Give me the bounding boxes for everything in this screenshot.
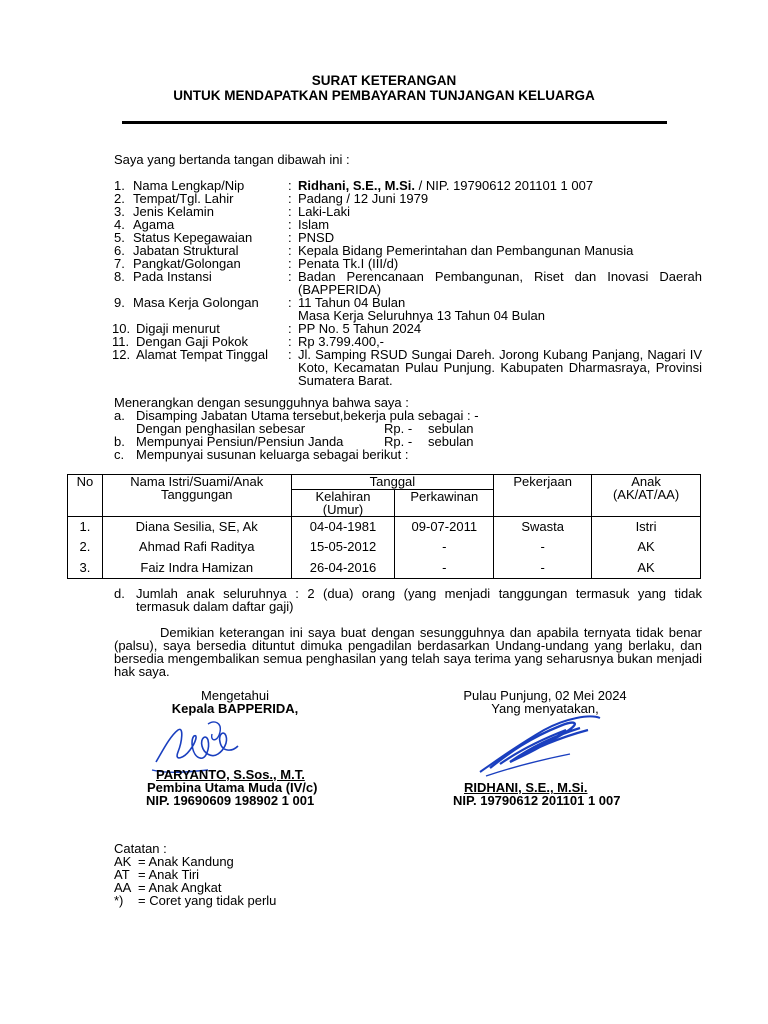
table-row: [68, 537, 701, 557]
field-value-salary: Rp 3.799.400,-: [298, 334, 385, 349]
field-number: 8.: [114, 269, 125, 284]
sign-right-name: RIDHANI, S.E., M.Si.: [464, 780, 588, 795]
table-header-row: [68, 475, 701, 490]
employee-name: Ridhani, S.E., M.Si.: [298, 178, 416, 193]
field-value-address: Jl. Samping RSUD Sungai Dareh. Jorong Kubang Panjang, Nagari IV Koto, Kecamatan Pulau Punjung. Kabupaten Dharmasraya, Provinsi Sumatera Barat.: [298, 347, 702, 388]
colon: :: [288, 178, 292, 193]
children-count-note: termasuk dalam daftar gaji): [136, 599, 294, 614]
statement-b-unit: sebulan: [428, 434, 474, 449]
cell-pekerjaan: -: [494, 537, 592, 557]
field-number: 1.: [114, 178, 125, 193]
header-anak: [592, 475, 701, 517]
field-value-position: Kepala Bidang Pemerintahan dan Pembangunan Manusia: [298, 243, 634, 258]
sign-right-nip: NIP. 19790612 201101 1 007: [453, 793, 621, 808]
field-label-rank: Pangkat/Golongan: [133, 256, 241, 271]
field-value-birth: Padang / 12 Juni 1979: [298, 191, 429, 206]
field-value-agency: Badan Perencanaan Pembangunan, Riset dan Inovasi Daerah: [298, 269, 702, 284]
field-number: 3.: [114, 204, 125, 219]
field-value-status: PNSD: [298, 230, 335, 245]
field-number: 11.: [112, 334, 130, 349]
statement-b-amount: Rp. -: [384, 434, 413, 449]
colon: :: [288, 191, 292, 206]
children-count: Jumlah anak seluruhnya : 2 (dua) orang (yang menjadi tanggungan termasuk yang tidak: [136, 586, 702, 601]
cell-no: 3.: [68, 557, 103, 579]
item-marker: b.: [114, 434, 125, 449]
field-label-agency: Pada Instansi: [133, 269, 212, 284]
field-number: 10.: [112, 321, 131, 336]
cell-name: Diana Sesilia, SE, Ak: [102, 517, 291, 537]
header-name: [102, 475, 291, 517]
cell-pekerjaan: Swasta: [494, 517, 592, 537]
field-number: 6.: [114, 243, 125, 258]
cell-perkawinan: -: [395, 557, 494, 579]
notes-title: Catatan :: [114, 841, 167, 856]
item-marker: d.: [114, 586, 125, 601]
field-value-salary-basis: PP No. 5 Tahun 2024: [298, 321, 422, 336]
document-subtitle: UNTUK MENDAPATKAN PEMBAYARAN TUNJANGAN KELUARGA: [173, 88, 595, 103]
sign-left-nip: NIP. 19690609 198902 1 001: [146, 793, 315, 808]
cell-anak: AK: [592, 557, 701, 579]
header-kelahiran: [291, 490, 395, 517]
note-code: *): [114, 893, 124, 908]
statement-a: Disamping Jabatan Utama tersebut,bekerja pula sebagai : -: [136, 408, 479, 423]
field-label-status: Status Kepegawaian: [133, 230, 253, 245]
cell-kelahiran: 04-04-1981: [291, 517, 395, 537]
header-kelahiran-line1: Kelahiran: [315, 489, 371, 504]
item-marker: c.: [114, 447, 125, 462]
field-number: 12.: [112, 347, 131, 362]
field-value-agency-abbr: (BAPPERIDA): [298, 282, 382, 297]
statement-a-unit: sebulan: [428, 421, 474, 436]
cell-anak: AK: [592, 537, 701, 557]
cell-no: 2.: [68, 537, 103, 557]
note-text: = Anak Angkat: [138, 880, 222, 895]
signature-right: [470, 708, 610, 784]
employee-nip: / NIP. 19790612 201101 1 007: [415, 178, 594, 193]
header-anak-line2: (AK/AT/AA): [612, 487, 680, 502]
sign-left-caption: Mengetahui: [201, 688, 269, 703]
statement-intro: Menerangkan dengan sesungguhnya bahwa saya :: [114, 395, 409, 410]
closing-paragraph: Demikian keterangan ini saya buat dengan sesungguhnya dan apabila ternyata tidak benar (palsu), saya bersedia dituntut dimuka pengadilan berdasarkan Undang-undang yang berlaku, dan bersedia mengembalikan semua penghasilan yang telah saya terima yang seharusnya bukan menjadi hak saya.: [114, 625, 702, 679]
note-code: AT: [114, 867, 130, 882]
field-label-salary: Dengan Gaji Pokok: [136, 334, 249, 349]
field-label-position: Jabatan Struktural: [133, 243, 239, 258]
colon: :: [288, 295, 292, 310]
field-label-gender: Jenis Kelamin: [133, 204, 214, 219]
colon: :: [288, 334, 292, 349]
field-number: 7.: [114, 256, 125, 271]
colon: :: [288, 321, 292, 336]
cell-perkawinan: -: [395, 537, 494, 557]
sign-right-place-date: Pulau Punjung, 02 Mei 2024: [463, 688, 627, 703]
cell-perkawinan: 09-07-2011: [395, 517, 494, 537]
statement-c: Mempunyai susunan keluarga sebagai berikut :: [136, 447, 409, 462]
field-number: 4.: [114, 217, 125, 232]
field-label-birth: Tempat/Tgl. Lahir: [133, 191, 234, 206]
field-number: 2.: [114, 191, 125, 206]
cell-kelahiran: 15-05-2012: [291, 537, 395, 557]
statement-a-amount: Rp. -: [384, 421, 413, 436]
field-value-religion: Islam: [298, 217, 330, 232]
note-text: = Coret yang tidak perlu: [138, 893, 277, 908]
cell-kelahiran: 26-04-2016: [291, 557, 395, 579]
table-row: [68, 557, 701, 579]
field-label-name: Nama Lengkap/Nip: [133, 178, 245, 193]
sign-left-name: PARYANTO, S.Sos., M.T.: [156, 767, 305, 782]
note-code: AK: [114, 854, 132, 869]
sign-right-caption: Yang menyatakan,: [491, 701, 599, 716]
field-value-gender: Laki-Laki: [298, 204, 351, 219]
field-number: 9.: [114, 295, 125, 310]
colon: :: [288, 243, 292, 258]
cell-name: Faiz Indra Hamizan: [102, 557, 291, 579]
table-row: [68, 517, 701, 537]
field-value-rank: Penata Tk.I (III/d): [298, 256, 399, 271]
family-table: [67, 474, 701, 579]
field-number: 5.: [114, 230, 125, 245]
intro-text: Saya yang bertanda tangan dibawah ini :: [114, 152, 350, 167]
colon: :: [288, 230, 292, 245]
statement-a-income: Dengan penghasilan sebesar: [136, 421, 306, 436]
item-marker: a.: [114, 408, 125, 423]
document-title: SURAT KETERANGAN: [311, 73, 457, 88]
colon: :: [288, 256, 292, 271]
header-perkawinan: Perkawinan: [395, 490, 494, 517]
colon: :: [288, 269, 292, 284]
sign-left-title: Kepala BAPPERIDA,: [171, 701, 299, 716]
header-pekerjaan: Pekerjaan: [494, 475, 592, 517]
statement-b: Mempunyai Pensiun/Pensiun Janda: [136, 434, 344, 449]
cell-anak: Istri: [592, 517, 701, 537]
header-kelahiran-line2: (Umur): [322, 502, 364, 517]
header-tanggal: Tanggal: [291, 475, 494, 490]
note-text: = Anak Kandung: [138, 854, 234, 869]
field-label-salary-basis: Digaji menurut: [136, 321, 220, 336]
field-label-religion: Agama: [133, 217, 175, 232]
colon: :: [288, 217, 292, 232]
header-no: No: [68, 475, 103, 517]
sign-left-rank: Pembina Utama Muda (IV/c): [147, 780, 318, 795]
colon: :: [288, 347, 292, 362]
field-value-service-total: Masa Kerja Seluruhnya 13 Tahun 04 Bulan: [298, 308, 545, 323]
cell-name: Ahmad Rafi Raditya: [102, 537, 291, 557]
header-anak-line1: Anak: [631, 474, 661, 489]
field-label-address: Alamat Tempat Tinggal: [136, 347, 268, 362]
note-text: = Anak Tiri: [138, 867, 200, 882]
colon: :: [288, 204, 292, 219]
note-code: AA: [114, 880, 132, 895]
header-divider: [122, 121, 667, 124]
header-name-line2: Tanggungan: [160, 487, 233, 502]
header-name-line1: Nama Istri/Suami/Anak: [130, 474, 264, 489]
cell-pekerjaan: -: [494, 557, 592, 579]
field-value-service: 11 Tahun 04 Bulan: [298, 295, 406, 310]
field-label-service: Masa Kerja Golongan: [133, 295, 259, 310]
cell-no: 1.: [68, 517, 103, 537]
